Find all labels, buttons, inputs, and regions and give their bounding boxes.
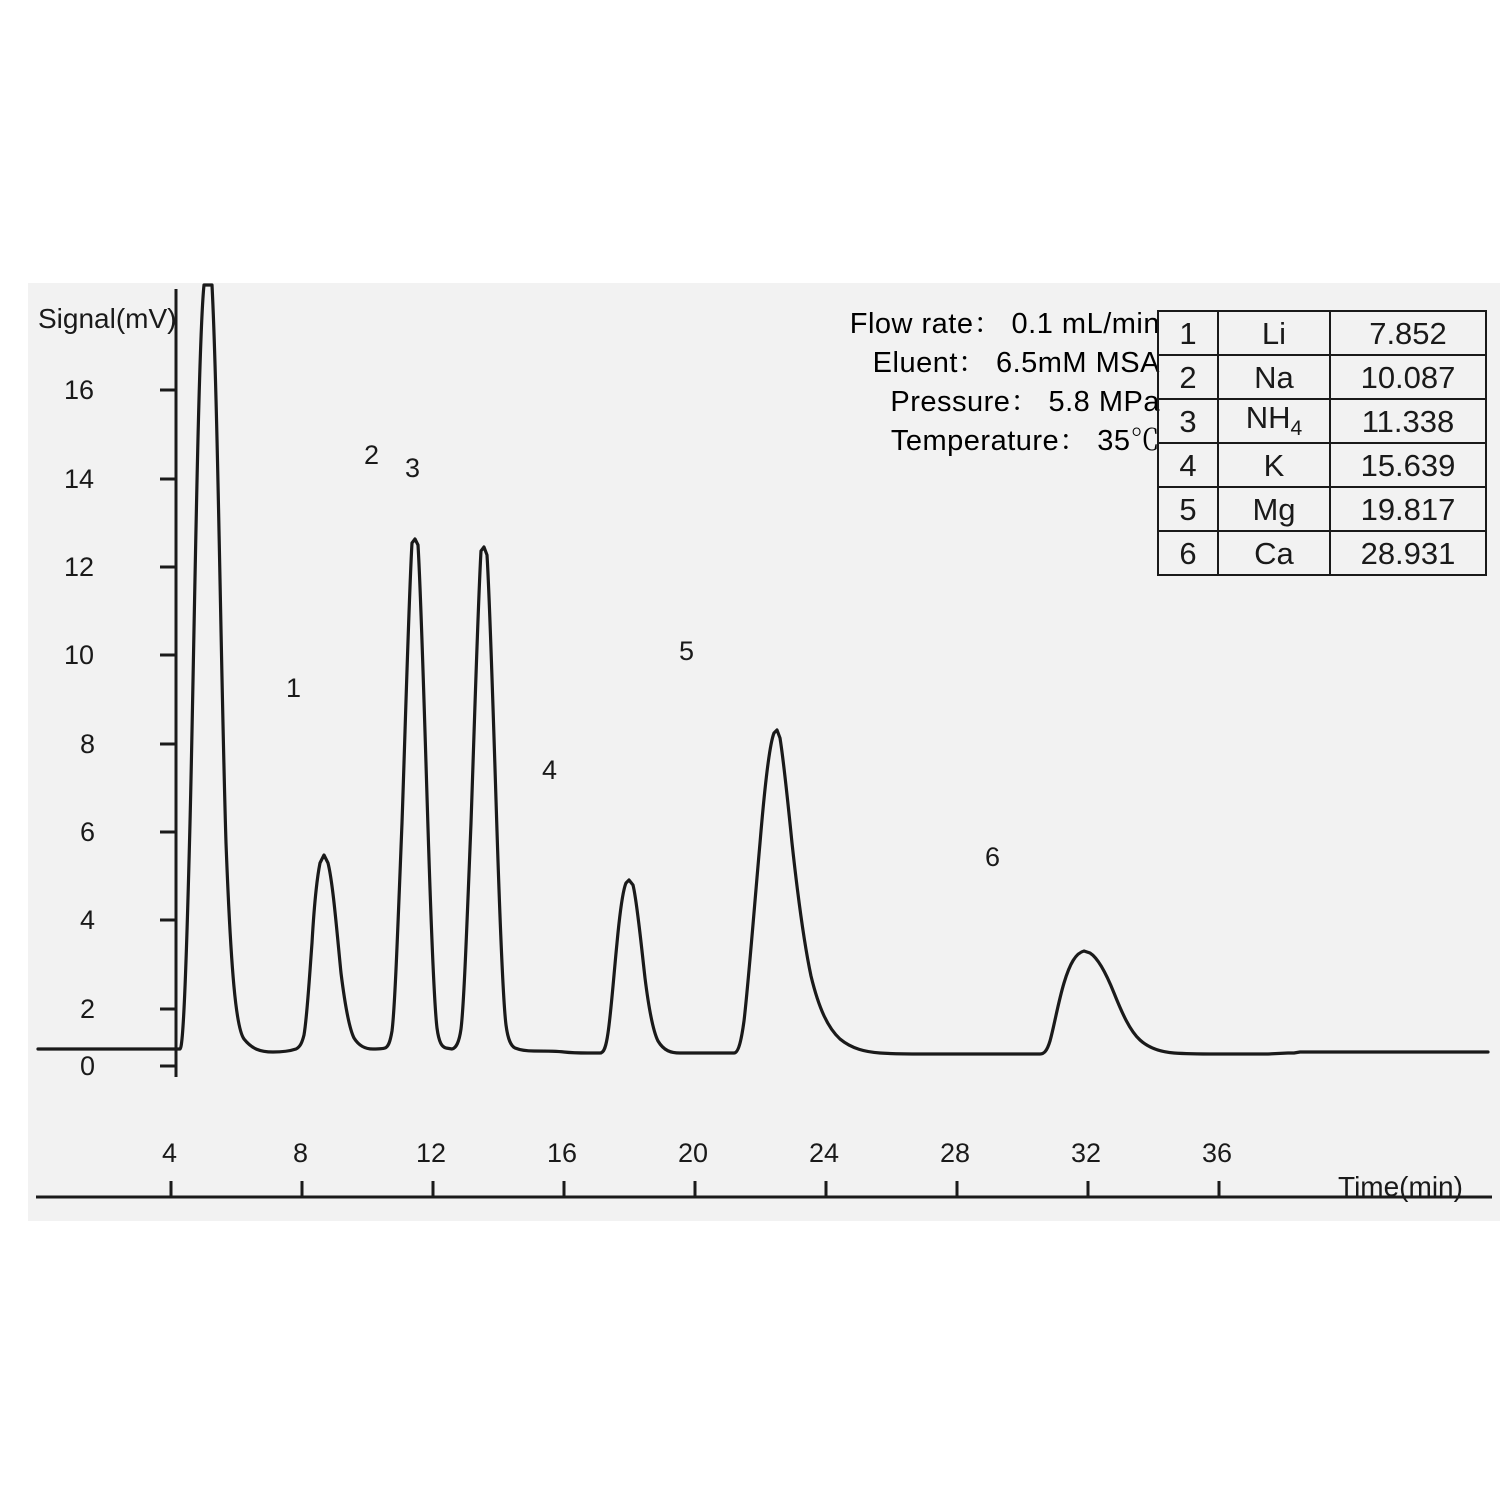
table-row [1158, 399, 1486, 443]
y-tick-label: 10 [64, 640, 95, 670]
x-tick-label: 12 [416, 1138, 447, 1168]
legend-time: 15.639 [1330, 443, 1486, 487]
table-row [1158, 311, 1486, 355]
table-row [1158, 443, 1486, 487]
y-tick-label: 14 [64, 464, 95, 494]
x-tick-marks [171, 1181, 1219, 1197]
peak-label-4: 4 [542, 755, 558, 785]
y-tick-label: 4 [80, 905, 96, 935]
legend-time: 28.931 [1330, 531, 1486, 575]
x-tick-label: 8 [293, 1138, 309, 1168]
x-tick-label: 24 [809, 1138, 840, 1168]
table-row [1158, 531, 1486, 575]
y-tick-label: 6 [80, 817, 96, 847]
y-axis-title: Signal(mV) [38, 303, 177, 334]
legend-index: 2 [1158, 355, 1218, 399]
eluent-text: Eluent： 6.5mM MSA [872, 347, 1160, 380]
x-tick-label: 20 [678, 1138, 709, 1168]
x-axis-title: Time(min) [1338, 1171, 1463, 1202]
temperature-text: Temperature： 35℃ [890, 425, 1160, 458]
peak-label-6: 6 [985, 842, 1001, 872]
y-tick-label: 0 [80, 1051, 96, 1081]
peak-legend-table [1157, 310, 1487, 576]
legend-time: 19.817 [1330, 487, 1486, 531]
y-tick-label: 12 [64, 552, 95, 582]
legend-analyte: Na [1218, 355, 1330, 399]
table-row [1158, 487, 1486, 531]
legend-index: 3 [1158, 399, 1218, 443]
legend-analyte: Ca [1218, 531, 1330, 575]
peak-label-3: 3 [405, 453, 421, 483]
peak-label-2: 2 [364, 440, 380, 470]
peak-label-1: 1 [286, 673, 302, 703]
x-tick-label: 36 [1202, 1138, 1233, 1168]
x-tick-label: 4 [162, 1138, 178, 1168]
y-tick-label: 16 [64, 375, 95, 405]
peak-label-5: 5 [679, 636, 695, 666]
conditions-block [790, 305, 1160, 462]
legend-analyte [1218, 399, 1330, 443]
legend-analyte-base: NH [1245, 400, 1291, 436]
legend-index: 6 [1158, 531, 1218, 575]
legend-index: 1 [1158, 311, 1218, 355]
legend-analyte: Mg [1218, 487, 1330, 531]
x-tick-label: 28 [940, 1138, 971, 1168]
pressure-text: Pressure： 5.8 MPa [890, 386, 1160, 419]
legend-analyte-subscript: 4 [1290, 417, 1303, 441]
legend-index: 5 [1158, 487, 1218, 531]
y-tick-label: 8 [80, 729, 96, 759]
legend-index: 4 [1158, 443, 1218, 487]
x-tick-label: 16 [547, 1138, 578, 1168]
y-tick-marks [160, 390, 176, 1066]
flow-rate-text: Flow rate： 0.1 mL/min [849, 308, 1160, 340]
legend-analyte: K [1218, 443, 1330, 487]
legend-time: 7.852 [1330, 311, 1486, 355]
x-tick-label: 32 [1071, 1138, 1102, 1168]
legend-analyte: Li [1218, 311, 1330, 355]
table-row [1158, 355, 1486, 399]
legend-time: 10.087 [1330, 355, 1486, 399]
y-tick-label: 2 [80, 994, 96, 1024]
legend-time: 11.338 [1330, 399, 1486, 443]
